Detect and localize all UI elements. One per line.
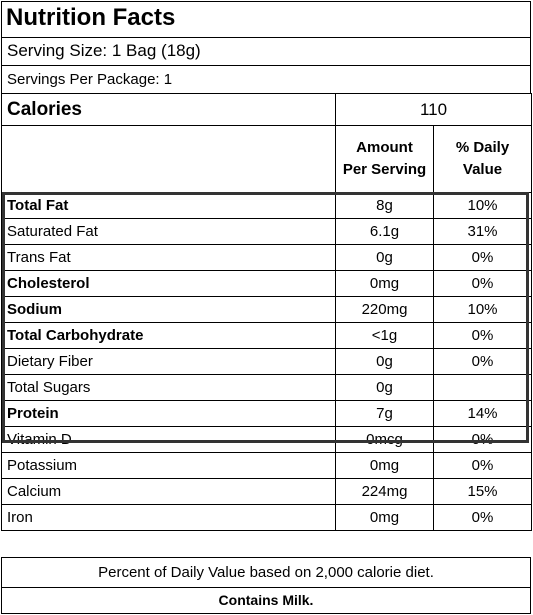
nutrient-amount: 0g [336,245,434,271]
calories-label: Calories [2,94,336,126]
nutrient-row [2,401,532,427]
nutrient-row [2,453,532,479]
allergen-statement: Contains Milk. [218,592,314,608]
nutrient-daily-value: 0% [434,427,532,453]
nutrient-row [2,219,532,245]
nutrient-amount: 8g [336,193,434,219]
header-amount-line1: Amount [356,139,413,156]
servings-per-package-row [1,65,531,94]
nutrient-name: Potassium [2,453,336,479]
nutrient-row [2,271,532,297]
nutrient-daily-value: 0% [434,271,532,297]
nutrient-daily-value: 0% [434,323,532,349]
nutrient-row [2,427,532,453]
nutrient-name: Protein [2,401,336,427]
nutrient-name: Iron [2,505,336,531]
nutrient-amount: 6.1g [336,219,434,245]
nutrient-row [2,505,532,531]
label-title: Nutrition Facts [6,4,176,31]
servings-per-package: Servings Per Package: 1 [7,71,173,88]
allergen-row [1,587,531,614]
nutrient-amount: 0g [336,375,434,401]
nutrient-daily-value: 0% [434,453,532,479]
nutrient-row [2,297,532,323]
nutrient-daily-value: 10% [434,297,532,323]
nutrient-amount: 0g [336,349,434,375]
nutrient-daily-value: 10% [434,193,532,219]
nutrient-name: Vitamin D [2,427,336,453]
nutrient-row [2,245,532,271]
serving-size: Serving Size: 1 Bag (18g) [7,41,201,60]
nutrient-name: Saturated Fat [2,219,336,245]
nutrient-amount: <1g [336,323,434,349]
serving-size-row [1,37,531,66]
nutrient-amount: 220mg [336,297,434,323]
header-blank [2,126,336,193]
header-amount-line2: Per Serving [342,161,427,178]
nutrient-name: Total Fat [2,193,336,219]
column-header-row [2,126,532,193]
nutrient-row [2,349,532,375]
nutrient-row [2,479,532,505]
nutrient-amount: 224mg [336,479,434,505]
header-dv-line2: Value [462,161,503,178]
nutrient-name: Calcium [2,479,336,505]
nutrient-daily-value: 15% [434,479,532,505]
header-dv-line1: % Daily [455,139,510,156]
nutrient-daily-value: 14% [434,401,532,427]
footnote-row [1,557,531,588]
nutrient-name: Sodium [2,297,336,323]
nutrient-amount: 0mg [336,505,434,531]
nutrient-amount: 7g [336,401,434,427]
nutrient-daily-value: 31% [434,219,532,245]
nutrient-name: Total Sugars [2,375,336,401]
footnote: Percent of Daily Value based on 2,000 calorie diet. [98,564,434,581]
nutrient-daily-value: 0% [434,245,532,271]
nutrient-daily-value: 0% [434,505,532,531]
nutrient-amount: 0mg [336,271,434,297]
nutrient-name: Trans Fat [2,245,336,271]
nutrient-daily-value: 0% [434,349,532,375]
nutrient-name: Total Carbohydrate [2,323,336,349]
nutrient-amount: 0mcg [336,427,434,453]
header-daily-value [434,126,532,193]
nutrient-name: Cholesterol [2,271,336,297]
nutrient-row [2,375,532,401]
header-amount [336,126,434,193]
label-title-row [1,1,531,38]
nutrient-daily-value [434,375,532,401]
nutrient-row [2,323,532,349]
nutrient-name: Dietary Fiber [2,349,336,375]
calories-value: 110 [336,94,532,126]
nutrient-row [2,193,532,219]
nutrient-amount: 0mg [336,453,434,479]
nutrient-table [1,93,532,531]
calories-row [2,94,532,126]
